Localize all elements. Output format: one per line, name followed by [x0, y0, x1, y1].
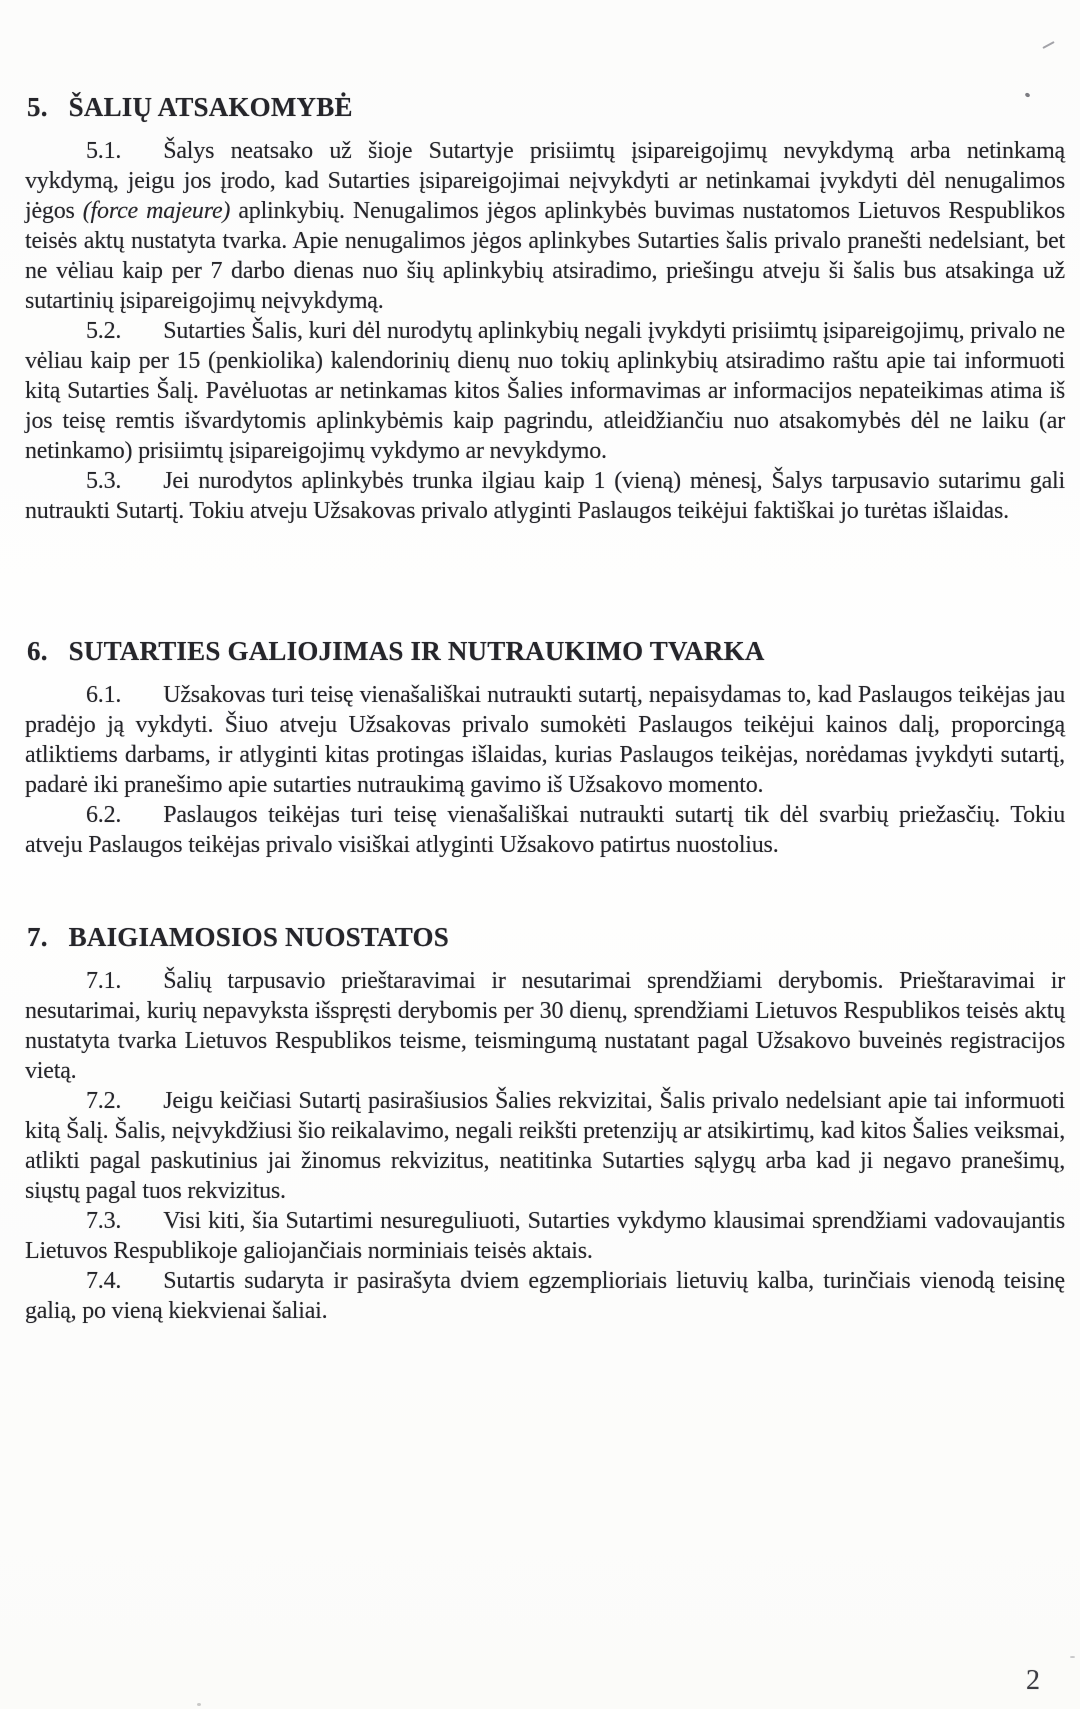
- section-title: SUTARTIES GALIOJIMAS IR NUTRAUKIMO TVARKA: [68, 636, 765, 666]
- paragraph-number: 7.2.: [86, 1088, 122, 1114]
- paragraph-number: 6.1.: [86, 682, 122, 708]
- section-title: BAIGIAMOSIOS NUOSTATOS: [68, 922, 449, 952]
- section-6-sutarties-galiojimas: [25, 634, 1065, 860]
- number-gap: [121, 987, 163, 988]
- number-gap: [121, 821, 163, 822]
- paragraph-6-1: [25, 680, 1065, 800]
- paragraph-text: Sutarties Šalis, kuri dėl nurodytų aplinkybių negali įvykdyti prisiimtų įsipareigojimų, privalo ne vėliau kaip per 15 (penkiolika) kalendorinių dienų nuo tokių aplinkybių atsiradimo raštu apie tai informuoti kitą Sutarties Šalį. Pavėluotas ar netinkamas kitos Šalies informavimas ar informacijos nepateikimas atima iš jos teisę remtis išvardytomis aplinkybėmis kaip pagrindu, atleidžiančiu nuo atsakomybės dėl ne laiku (ar netinkamo) prisiimtų įsipareigojimų vykdymo ar nevykdymo.: [25, 318, 1065, 464]
- paragraph-7-4: [25, 1266, 1065, 1326]
- paragraph-number: 7.1.: [86, 968, 122, 994]
- paragraph-text: Jei nurodytos aplinkybės trunka ilgiau kaip 1 (vieną) mėnesį, Šalys tarpusavio sutarimu gali nutraukti Sutartį. Tokiu atveju Užsakovas privalo atlyginti Paslaugos teikėjui faktiškai jo turėtas išlaidas.: [25, 468, 1065, 524]
- paragraph-number: 6.2.: [86, 802, 122, 828]
- section-5-heading: [25, 90, 1065, 124]
- paragraph-number: 7.4.: [86, 1268, 122, 1294]
- paragraph-5-2: [25, 316, 1065, 466]
- number-gap: [121, 1107, 163, 1108]
- section-number: 7.: [27, 922, 48, 952]
- number-gap: [121, 157, 163, 158]
- paragraph-number: 5.1.: [86, 138, 122, 164]
- paragraph-7-1: [25, 966, 1065, 1086]
- section-5-saliu-atsakomybe: [25, 90, 1065, 526]
- scan-artifact-dot: [197, 1703, 201, 1706]
- paragraph-text: Sutartis sudaryta ir pasirašyta dviem egzemplioriais lietuvių kalba, turinčiais vienodą teisinę galią, po vieną kiekvienai šaliai.: [25, 1268, 1065, 1324]
- paragraph-number: 5.2.: [86, 318, 122, 344]
- scan-artifact-dot: [1070, 1656, 1075, 1658]
- paragraph-text: Jeigu keičiasi Sutartį pasirašiusios Šalies rekvizitai, Šalis privalo nedelsiant apie tai informuoti kitą Šalį. Šalis, neįvykdžiusi šio reikalavimo, negali reikšti pretenzijų ar atsikirtimų, kad kitos Šalies veiksmai, atlikti pagal paskutinius jai žinomus rekvizitus, neatitinka Sutarties sąlygų arba kad ji negavo pranešimų, siųstų pagal tuos rekvizitus.: [25, 1088, 1065, 1204]
- paragraph-number: 7.3.: [86, 1208, 122, 1234]
- section-7-heading: [25, 920, 1065, 954]
- paragraph-text: Visi kiti, šia Sutartimi nesureguliuoti, Sutarties vykdymo klausimai sprendžiami vadovaujantis Lietuvos Respublikoje galiojančiais norminiais teisės aktais.: [25, 1208, 1065, 1264]
- section-title: ŠALIŲ ATSAKOMYBĖ: [68, 92, 353, 122]
- paragraph-5-1: [25, 136, 1065, 316]
- section-7-baigiamosios-nuostatos: [25, 920, 1065, 1326]
- paragraph-6-2: [25, 800, 1065, 860]
- paragraph-text: Paslaugos teikėjas turi teisę vienašališkai nutraukti sutartį tik dėl svarbių priežasčių. Tokiu atveju Paslaugos teikėjas privalo visiškai atlyginti Užsakovo patirtus nuostolius.: [25, 802, 1065, 858]
- number-gap: [121, 701, 163, 702]
- paragraph-text: Užsakovas turi teisę vienašališkai nutraukti sutartį, nepaisydamas to, kad Paslaugos teikėjas jau pradėjo ją vykdyti. Šiuo atveju Užsakovas privalo sumokėti Paslaugos teikėjui kainos dalį, proporcingą atliktiems darbams, ir atlyginti kitas protingas išlaidas, kurias Paslaugos teikėjas, norėdamas įvykdyti sutartį, padarė iki pranešimo apie sutarties nutraukimą gavimo iš Užsakovo momento.: [25, 682, 1065, 798]
- paragraph-text: Šalių tarpusavio prieštaravimai ir nesutarimai sprendžiami derybomis. Prieštaravimai ir nesutarimai, kurių nepavyksta išspręsti derybomis per 30 dienų, sprendžiami Lietuvos Respublikos teisės aktų nustatyta tvarka Lietuvos Respublikos teisme, teismingumą nustatant pagal Užsakovo buveinės registracijos vietą.: [25, 968, 1065, 1084]
- italic-phrase-force-majeure: (force majeure): [82, 198, 231, 224]
- number-gap: [121, 337, 163, 338]
- paragraph-number: 5.3.: [86, 468, 122, 494]
- paragraph-text: aplinkybių. Nenugalimos jėgos aplinkybės buvimas nustatomos Lietuvos Respublikos teisės aktų nustatyta tvarka. Apie nenugalimos jėgos aplinkybes Sutarties šalis privalo pranešti nedelsiant, bet ne vėliau kaip per 7 darbo dienas nuo šių aplinkybių atsiradimo, priešingu atveju ši šalis bus atsakinga už sutartinių įsipareigojimų neįvykdymą.: [25, 198, 1065, 314]
- paragraph-7-2: [25, 1086, 1065, 1206]
- paragraph-7-3: [25, 1206, 1065, 1266]
- page-number: 2: [1026, 1665, 1040, 1696]
- section-number: 5.: [27, 92, 48, 122]
- number-gap: [121, 487, 163, 488]
- paragraph-text: Šalys neatsako už šioje Sutartyje prisiimtų įsipareigojimų nevykdymą arba netinkamą vykdymą, jeigu jos įrodo, kad Sutarties įsipareigojimai neįvykdyti ar netinkamai įvykdyti dėl nenugalimos jėgos: [25, 138, 1065, 224]
- scan-artifact-tick: [1042, 41, 1054, 49]
- number-gap: [121, 1287, 163, 1288]
- number-gap: [121, 1227, 163, 1228]
- section-6-heading: [25, 634, 1065, 668]
- section-number: 6.: [27, 636, 48, 666]
- paragraph-5-3: [25, 466, 1065, 526]
